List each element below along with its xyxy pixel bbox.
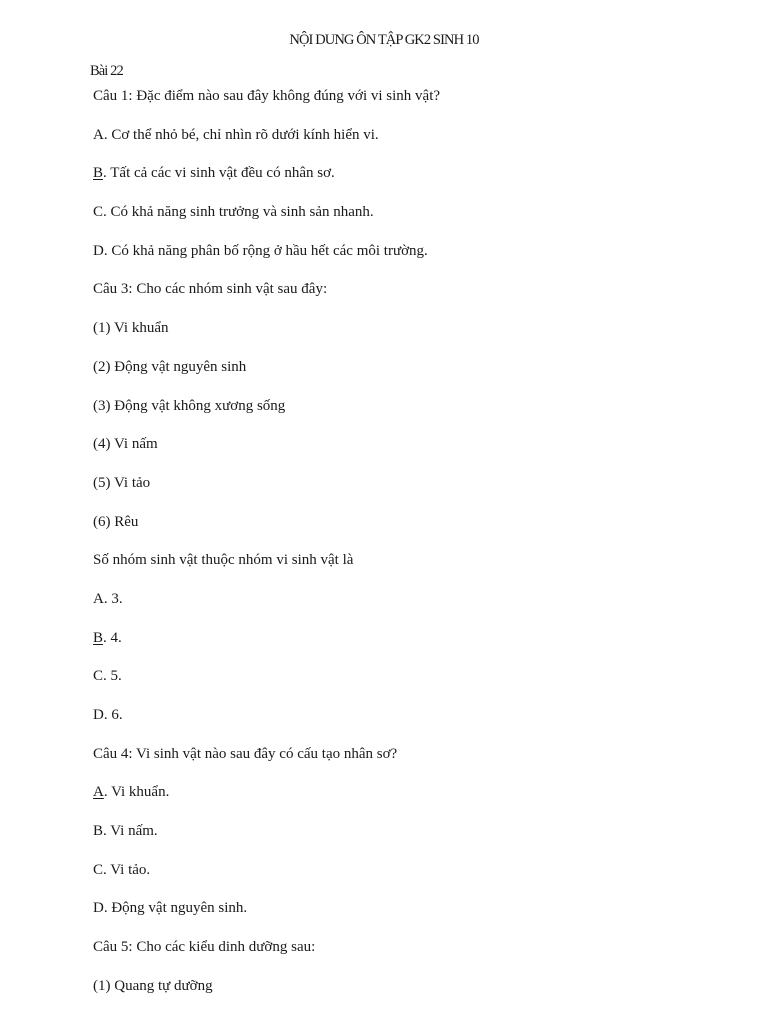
correct-option-key: A	[93, 784, 104, 801]
question-text: Câu 4: Vi sinh vật nào sau đây có cấu tạo nhân sơ?	[93, 745, 398, 762]
option-text: . 3.	[103, 590, 123, 607]
answer-option	[93, 666, 733, 705]
question-text: Câu 5: Cho các kiểu dinh dưỡng sau:	[93, 939, 316, 956]
option-key: A	[93, 126, 104, 143]
text-line: (4) Vi nấm	[93, 436, 158, 453]
option-key: C	[93, 861, 104, 878]
answer-option	[93, 241, 733, 280]
correct-option-key: B	[93, 629, 104, 646]
option-key: A	[93, 590, 104, 607]
option-text: . Vi tảo.	[103, 861, 151, 878]
document-body	[93, 86, 733, 1015]
option-text: . Động vật nguyên sinh.	[103, 900, 248, 917]
option-key: B	[93, 823, 104, 840]
text-line: (1) Quang tự dưỡng	[93, 977, 213, 994]
question-text: Câu 3: Cho các nhóm sinh vật sau đây:	[93, 281, 328, 298]
option-text: . 6.	[103, 707, 123, 723]
option-key: D	[93, 707, 104, 723]
option-text: . Vi khuẩn.	[103, 784, 170, 801]
page-title: NỘI DUNG ÔN TẬP GK2 SINH 10	[289, 32, 479, 48]
answer-option	[93, 898, 733, 937]
option-text: . Có khả năng sinh trưởng và sinh sản nhanh.	[103, 204, 374, 221]
text-line: (5) Vi tảo	[93, 474, 151, 491]
option-key: D	[93, 900, 104, 917]
option-text: . Cơ thể nhỏ bé, chỉ nhìn rõ dưới kính hiển vi.	[103, 126, 379, 143]
option-text: . 4.	[103, 629, 122, 646]
option-text: . Vi nấm.	[103, 823, 158, 840]
text-line: (1) Vi khuẩn	[93, 320, 169, 337]
text-line: (6) Rêu	[93, 513, 139, 530]
answer-option	[93, 821, 733, 860]
option-text: . Tất cả các vi sinh vật đều có nhân sơ.	[103, 165, 335, 182]
answer-option	[93, 163, 733, 202]
answer-option	[93, 705, 733, 744]
answer-option	[93, 589, 733, 628]
answer-option	[93, 628, 733, 667]
text-line: Số nhóm sinh vật thuộc nhóm vi sinh vật là	[93, 552, 354, 569]
option-key: C	[93, 204, 104, 221]
lesson-label: Bài 22	[90, 63, 123, 79]
question-text: Câu 1: Đặc điểm nào sau đây không đúng với vi sinh vật?	[93, 88, 441, 104]
correct-option-key: B	[93, 165, 104, 182]
answer-option	[93, 202, 733, 241]
text-line: (2) Động vật nguyên sinh	[93, 358, 247, 375]
answer-option	[93, 782, 733, 821]
option-key: C	[93, 668, 104, 685]
option-key: D	[93, 242, 104, 259]
option-text: . 5.	[103, 668, 122, 685]
answer-option	[93, 125, 733, 164]
answer-option	[93, 860, 733, 899]
text-line: (3) Động vật không xương sống	[93, 397, 286, 414]
option-text: . Có khả năng phân bố rộng ở hầu hết các môi trường.	[103, 242, 428, 259]
